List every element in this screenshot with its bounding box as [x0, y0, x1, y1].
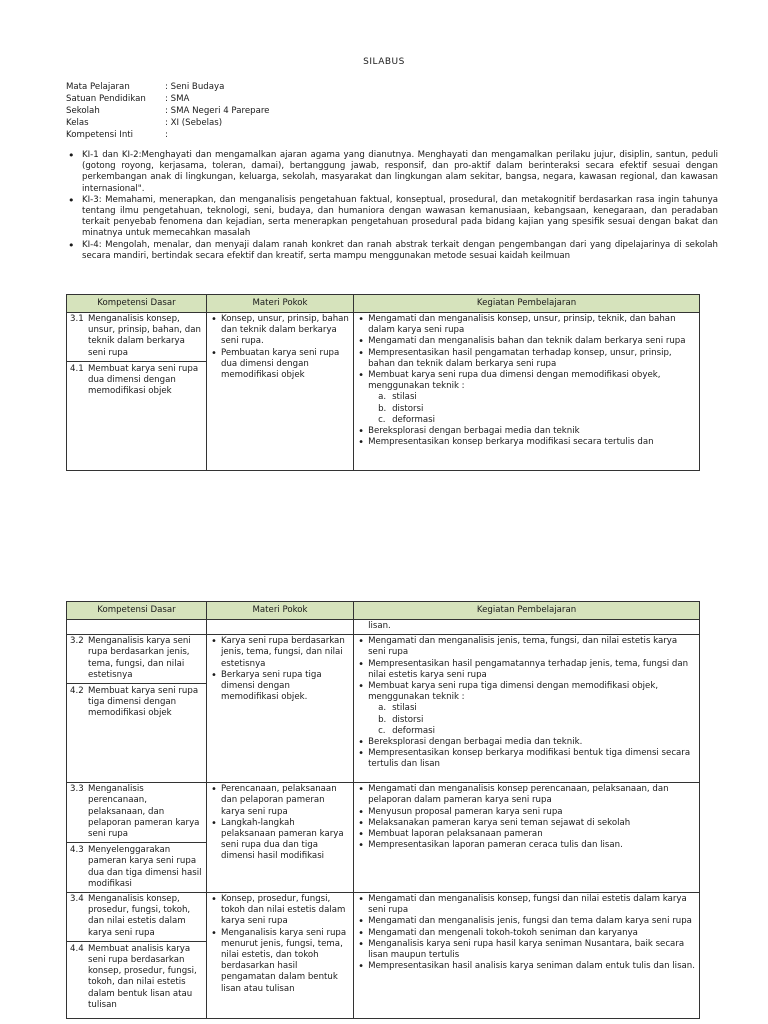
- header-kegiatan-pembelajaran: Kegiatan Pembelajaran: [354, 602, 700, 620]
- teknik-list: [368, 392, 696, 426]
- teknik-item: a. stilasi: [378, 392, 417, 403]
- kd-item: 3.3 Menganalisis perencanaan, pelaksanaan, dan pelaporan pameran karya seni rupa: [70, 784, 200, 840]
- kd-cell: [67, 635, 207, 783]
- header-kompetensi-dasar: Kompetensi Dasar: [67, 295, 207, 313]
- table-header-row: [67, 602, 700, 620]
- list-item: • Mengamati dan menganalisis konsep perencanaan, pelaksanaan, dan pelaporan dalam pameran karya seni rupa: [357, 784, 696, 806]
- teknik-list: [368, 703, 696, 737]
- kd-item: 3.2 Menganalisis karya seni rupa berdasarkan jenis, tema, fungsi, dan nilai estetisnya: [70, 636, 191, 680]
- kegiatan-cell: [354, 635, 700, 783]
- list-item: • Mempresentasikan konsep berkarya modifikasi secara tertulis dan: [357, 437, 696, 448]
- table-row: [67, 783, 700, 893]
- list-item: • Menyusun proposal pameran karya seni rupa: [357, 807, 696, 818]
- kompetensi-inti-list: [66, 150, 718, 262]
- info-row-sekolah: Sekolah : SMA Negeri 4 Parepare: [66, 106, 270, 116]
- teknik-item: c. deformasi: [378, 725, 435, 736]
- list-item: • Menganalisis karya seni rupa menurut jenis, fungsi, tema, nilai estetis, dan tokoh berdasarkan hasil pengamatan dalam bentuk lisan atau tulisan: [210, 928, 350, 995]
- materi-cell: [206, 893, 353, 1019]
- ki-item: • KI-1 dan KI-2:Menghayati dan mengamalkan ajaran agama yang dianutnya. Menghayati dan mengamalkan perilaku jujur, disiplin, santun, peduli (gotong royong, kerjasama, toleran, damai), bertanggung jawab, responsif, dan pro-aktif dalam berinteraksi secara efektif sesuai dengan perkembangan anak di lingkungan, keluarga, sekolah, masyarakat dan lingkungan alam sekitar, bangsa, negara, kawasan regional, dan kawasan internasional".: [66, 150, 718, 195]
- header-kompetensi-dasar: Kompetensi Dasar: [67, 602, 207, 620]
- kegiatan-cell: [354, 893, 700, 1019]
- info-row-mata-pelajaran: Mata Pelajaran : Seni Budaya: [66, 82, 225, 92]
- syllabus-table-2: [66, 601, 700, 1019]
- list-item: • Bereksplorasi dengan berbagai media dan teknik.: [357, 737, 696, 748]
- list-item: • Membuat laporan pelaksanaan pameran: [357, 829, 696, 840]
- list-item: • Langkah-langkah pelaksanaan pameran karya seni rupa dua dan tiga dimensi hasil modifikasi: [210, 818, 350, 863]
- table-row: [67, 893, 700, 1019]
- list-item: • Mengamati dan menganalisis konsep, unsur, prinsip, teknik, dan bahan dalam karya seni rupa: [357, 314, 696, 336]
- header-materi-pokok: Materi Pokok: [206, 602, 353, 620]
- kegiatan-cell: [354, 313, 700, 471]
- list-item: • Karya seni rupa berdasarkan jenis, tema, fungsi, dan nilai estetisnya: [210, 636, 350, 670]
- table-row: [67, 635, 700, 783]
- kd-item: 3.4 Menganalisis konsep, prosedur, fungsi, tokoh, dan nilai estetis dalam karya seni rupa: [70, 894, 191, 938]
- kd-item: 4.2 Membuat karya seni rupa tiga dimensi dengan memodifikasi objek: [67, 683, 206, 720]
- materi-cell: [206, 313, 353, 471]
- teknik-item: c. deformasi: [378, 414, 435, 425]
- continued-text: lisan.: [354, 620, 700, 635]
- list-item: • Konsep, unsur, prinsip, bahan dan teknik dalam berkarya seni rupa.: [210, 314, 350, 348]
- materi-cell: [206, 635, 353, 783]
- kd-item: 4.4 Membuat analisis karya seni rupa berdasarkan konsep, prosedur, fungsi, tokoh, dan nilai estetis dalam bentuk lisan atau tulisan: [67, 941, 206, 1011]
- document-info: [66, 82, 726, 142]
- list-item: • Membuat karya seni rupa dua dimensi dengan memodifikasi obyek, menggunakan teknik : a. stilasi b. distorsi c. deformasi: [357, 370, 696, 426]
- header-kegiatan-pembelajaran: Kegiatan Pembelajaran: [354, 295, 700, 313]
- kd-item: 3.1 Menganalisis konsep, unsur, prinsip, bahan, dan teknik dalam berkarya seni rupa: [70, 314, 201, 358]
- table-row-continued: [67, 620, 700, 635]
- ki-item: • KI-3: Memahami, menerapkan, dan menganalisis pengetahuan faktual, konseptual, prosedural, dan metakognitif berdasarkan rasa ingin tahunya tentang ilmu pengetahuan, teknologi, seni, budaya, dan humaniora dengan wawasan kemanusiaan, kebangsaan, kenegaraan, dan peradaban terkait penyebab fenomena dan kejadian, serta menerapkan pengetahuan prosedural pada bidang kajian yang spesifik sesuai dengan bakat dan minatnya untuk memecahkan masalah: [66, 195, 718, 240]
- teknik-item: b. distorsi: [378, 403, 424, 414]
- table-header-row: [67, 295, 700, 313]
- kd-cell: [67, 893, 207, 1019]
- list-item: • Mengamati dan menganalisis konsep, fungsi dan nilai estetis dalam karya seni rupa: [357, 894, 696, 916]
- kd-item: 4.3 Menyelenggarakan pameran karya seni rupa dua dan tiga dimensi hasil modifikasi: [67, 842, 206, 890]
- info-row-satuan-pendidikan: Satuan Pendidikan : SMA: [66, 94, 190, 104]
- list-item: • Menganalisis karya seni rupa hasil karya seniman Nusantara, baik secara lisan maupun tertulis: [357, 939, 696, 961]
- teknik-item: a. stilasi: [378, 703, 417, 714]
- kd-item: 4.1 Membuat karya seni rupa dua dimensi dengan memodifikasi objek: [67, 361, 206, 398]
- list-item: • Konsep, prosedur, fungsi, tokoh dan nilai estetis dalam karya seni rupa: [210, 894, 350, 928]
- ki-item: • KI-4: Mengolah, menalar, dan menyaji dalam ranah konkret dan ranah abstrak terkait dengan pengembangan dari yang dipelajarinya di sekolah secara mandiri, bertindak secara efektif dan kreatif, serta mampu menggunakan metode sesuai kaidah keilmuan: [66, 240, 718, 262]
- table-row: [67, 313, 700, 471]
- teknik-item: b. distorsi: [378, 714, 424, 725]
- kegiatan-cell: [354, 783, 700, 893]
- syllabus-table-1: [66, 294, 700, 471]
- list-item: • Mengamati dan menganalisis jenis, tema, fungsi, dan nilai estetis karya seni rupa: [357, 636, 696, 658]
- list-item: • Mempresentasikan konsep berkarya modifikasi bentuk tiga dimensi secara tertulis dan lisan: [357, 748, 696, 770]
- list-item: • Berkarya seni rupa tiga dimensi dengan memodifikasi objek.: [210, 670, 350, 704]
- info-row-kelas: Kelas : XI (Sebelas): [66, 118, 223, 128]
- list-item: • Mempresentasikan hasil pengamatannya terhadap jenis, tema, fungsi dan nilai estetis karya seni rupa: [357, 659, 696, 681]
- list-item: • Mengamati dan menganalisis jenis, fungsi dan tema dalam karya seni rupa: [357, 916, 696, 927]
- list-item: • Pembuatan karya seni rupa dua dimensi dengan memodifikasi objek: [210, 348, 350, 382]
- list-item: • Melaksanakan pameran karya seni teman sejawat di sekolah: [357, 818, 696, 829]
- list-item: • Mengamati dan mengenali tokoh-tokoh seniman dan karyanya: [357, 928, 696, 939]
- list-item: • Bereksplorasi dengan berbagai media dan teknik: [357, 426, 696, 437]
- list-item: • Mempresentasikan laporan pameran ceraca tulis dan lisan.: [357, 840, 696, 851]
- info-row-kompetensi-inti: Kompetensi Inti :: [66, 130, 168, 140]
- list-item: • Membuat karya seni rupa tiga dimensi dengan memodifikasi objek, menggunakan teknik : a. stilasi b. distorsi c. deformasi: [357, 681, 696, 737]
- list-item: • Mempresentasikan hasil analisis karya seniman dalam entuk tulis dan lisan.: [357, 961, 696, 972]
- materi-cell: [206, 783, 353, 893]
- kd-cell: [67, 313, 207, 471]
- page-title: SILABUS: [363, 57, 405, 67]
- kd-cell: [67, 783, 207, 893]
- list-item: • Mempresentasikan hasil pengamatan terhadap konsep, unsur, prinsip, bahan dan teknik dalam berkarya seni rupa: [357, 348, 696, 370]
- list-item: • Perencanaan, pelaksanaan dan pelaporan pameran karya seni rupa: [210, 784, 350, 818]
- header-materi-pokok: Materi Pokok: [206, 295, 353, 313]
- list-item: • Mengamati dan menganalisis bahan dan teknik dalam berkarya seni rupa: [357, 336, 696, 347]
